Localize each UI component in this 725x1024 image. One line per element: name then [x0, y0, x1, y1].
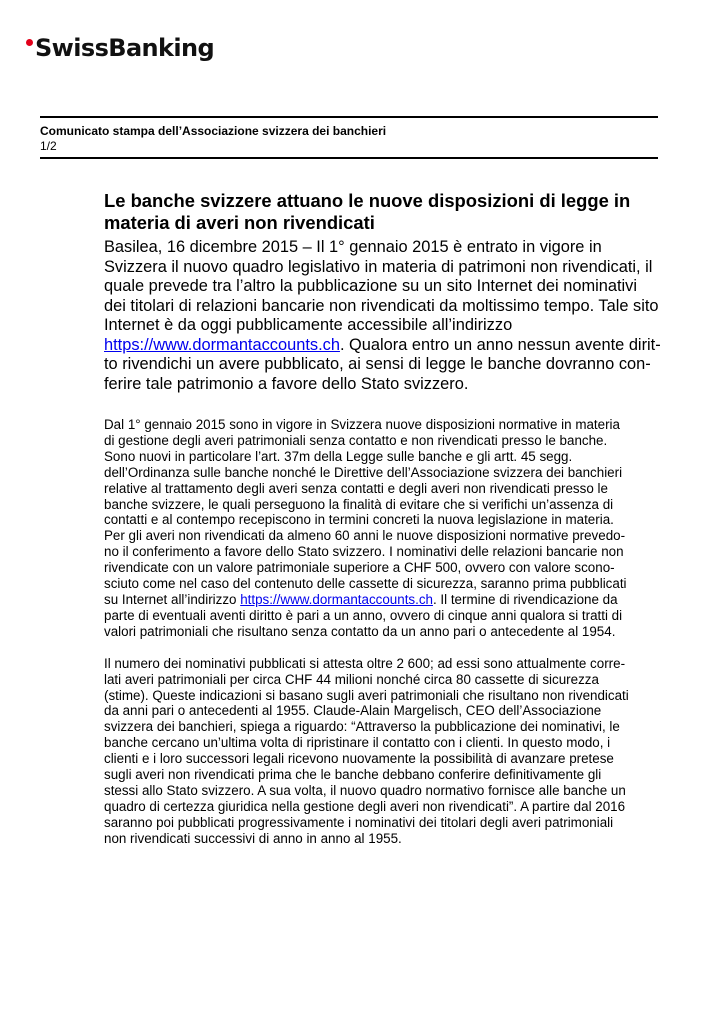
paragraph-line: sugli averi non rivendicati prima che le banche debbano conferire definitivamente gli — [104, 767, 602, 783]
paragraph-line: rivendicate con un valore patrimoniale superiore a CHF 500, ovvero con valore scono- — [104, 560, 615, 576]
lead-line: Basilea, 16 dicembre 2015 – Il 1° gennaio 2015 è entrato in vigore in — [104, 238, 602, 256]
paragraph-line: (stime). Queste indicazioni si basano sugli averi patrimoniali che risultano non rivendicati — [104, 687, 629, 703]
paragraph-line: Sono nuovi in particolare l’art. 37m della Legge sulle banche e gli artt. 45 segg. — [104, 448, 573, 464]
body-paragraph-1 — [104, 417, 649, 640]
paragraph-line: saranno poi pubblicati progressivamente i nominativi dei titolari degli averi patrimoniali — [104, 814, 614, 830]
header-organization: Comunicato stampa dell’Associazione svizzera dei banchieri — [40, 124, 387, 138]
lead-line: quale prevede tra l’altro la pubblicazione su un sito Internet dei nominativi — [104, 277, 638, 295]
paragraph-line: Il numero dei nominativi pubblicati si attesta oltre 2 600; ad essi sono attualmente corre- — [104, 655, 626, 671]
dormant-accounts-link-body[interactable]: https://www.dormantaccounts.ch — [240, 591, 433, 607]
paragraph-line: quadro di certezza giuridica nella gestione degli averi non rivendicati”. A partire dal 2016 — [104, 798, 626, 814]
paragraph-line-with-link — [104, 592, 649, 608]
lead-line: Svizzera il nuovo quadro legislativo in materia di patrimoni non rivendicati, il — [104, 257, 653, 276]
paragraph-line: di gestione degli averi patrimoniali senza contatto e non rivendicati presso le banche. — [104, 432, 608, 448]
lead-line: Internet è da oggi pubblicamente accessibile all’indirizzo — [104, 316, 513, 334]
link-suffix: . Il termine di rivendicazione da — [432, 591, 618, 607]
paragraph-line: banche svizzere, le quali perseguono la finalità di evitare che si verifichi un’assenza di — [104, 496, 614, 512]
lead-line: ferire tale patrimonio a favore dello Stato svizzero. — [104, 374, 469, 393]
dormant-accounts-link[interactable]: https://www.dormantaccounts.ch — [104, 335, 340, 354]
paragraph-line: clienti e i loro successori legali ricevono nuovamente la possibilità di avanzare pretese — [104, 751, 614, 767]
paragraph-line: contatti e al contempo recepiscono in termini concreti la nuova legislazione in materia. — [104, 512, 614, 528]
lead-line: to rivendichi un avere pubblicato, ai sensi di legge le banche dovranno con- — [104, 355, 651, 373]
lead-link-suffix: . Qualora entro un anno nessun avente dirit- — [339, 335, 661, 354]
paragraph-line: da anni pari o antecedenti al 1955. Claude-Alain Margelisch, CEO dell’Associazione — [104, 703, 602, 719]
title-line: Le banche svizzere attuano le nuove disposizioni di legge in — [104, 190, 631, 211]
lead-paragraph — [104, 238, 661, 394]
body-paragraph-2 — [104, 656, 649, 847]
press-release-title — [104, 190, 649, 234]
link-prefix: su Internet all’indirizzo — [104, 591, 241, 607]
document-body — [104, 190, 661, 863]
paragraph-line: relative al trattamento degli averi senza contatti e degli averi non rivendicati presso le — [104, 480, 608, 496]
paragraph-line: no il conferimento a favore dello Stato svizzero. I nominativi delle relazioni bancarie non — [104, 544, 624, 560]
lead-line: dei titolari di relazioni bancarie non rivendicati da moltissimo tempo. Tale sito — [104, 296, 659, 315]
paragraph-line: Dal 1° gennaio 2015 sono in vigore in Svizzera nuove disposizioni normative in materia — [104, 417, 620, 432]
paragraph-line: non rivendicati successivi di anno in anno al 1955. — [104, 830, 402, 846]
title-line: materia di averi non rivendicati — [104, 212, 375, 233]
paragraph-line: svizzera dei banchieri, spiega a riguardo: “Attraverso la pubblicazione dei nominativi, le — [104, 719, 620, 735]
page-number: 1/2 — [40, 139, 57, 153]
swissbanking-logo — [26, 30, 214, 70]
lead-line-with-link — [104, 335, 661, 356]
logo-text: SwissBanking — [35, 34, 215, 62]
paragraph-line: stessi allo Stato svizzero. A sua volta, il nuovo quadro normativo fornisce alle banche un — [104, 782, 626, 798]
paragraph-line: dell’Ordinanza sulle banche nonché le Direttive dell’Associazione svizzera dei banchieri — [104, 464, 623, 480]
paragraph-line: Per gli averi non rivendicati da almeno 60 anni le nuove disposizioni normative prevedo- — [104, 528, 626, 544]
document-header — [40, 116, 658, 159]
paragraph-line: lati averi patrimoniali per circa CHF 44 milioni nonché circa 80 cassette di sicurezza — [104, 671, 599, 687]
logo-red-dot-icon — [26, 39, 33, 46]
paragraph-line: parte di eventuali aventi diritto è pari a un anno, ovvero di cinque anni qualora si tratti di — [104, 607, 623, 623]
paragraph-line: banche cercano un’ultima volta di ripristinare il contatto con i clienti. In questo modo, i — [104, 735, 611, 751]
paragraph-line: valori patrimoniali che risultano senza contatto da un anno pari o antecedente al 1954. — [104, 623, 616, 639]
paragraph-line: sciuto come nel caso del contenuto delle cassette di sicurezza, saranno prima pubblicati — [104, 576, 627, 592]
